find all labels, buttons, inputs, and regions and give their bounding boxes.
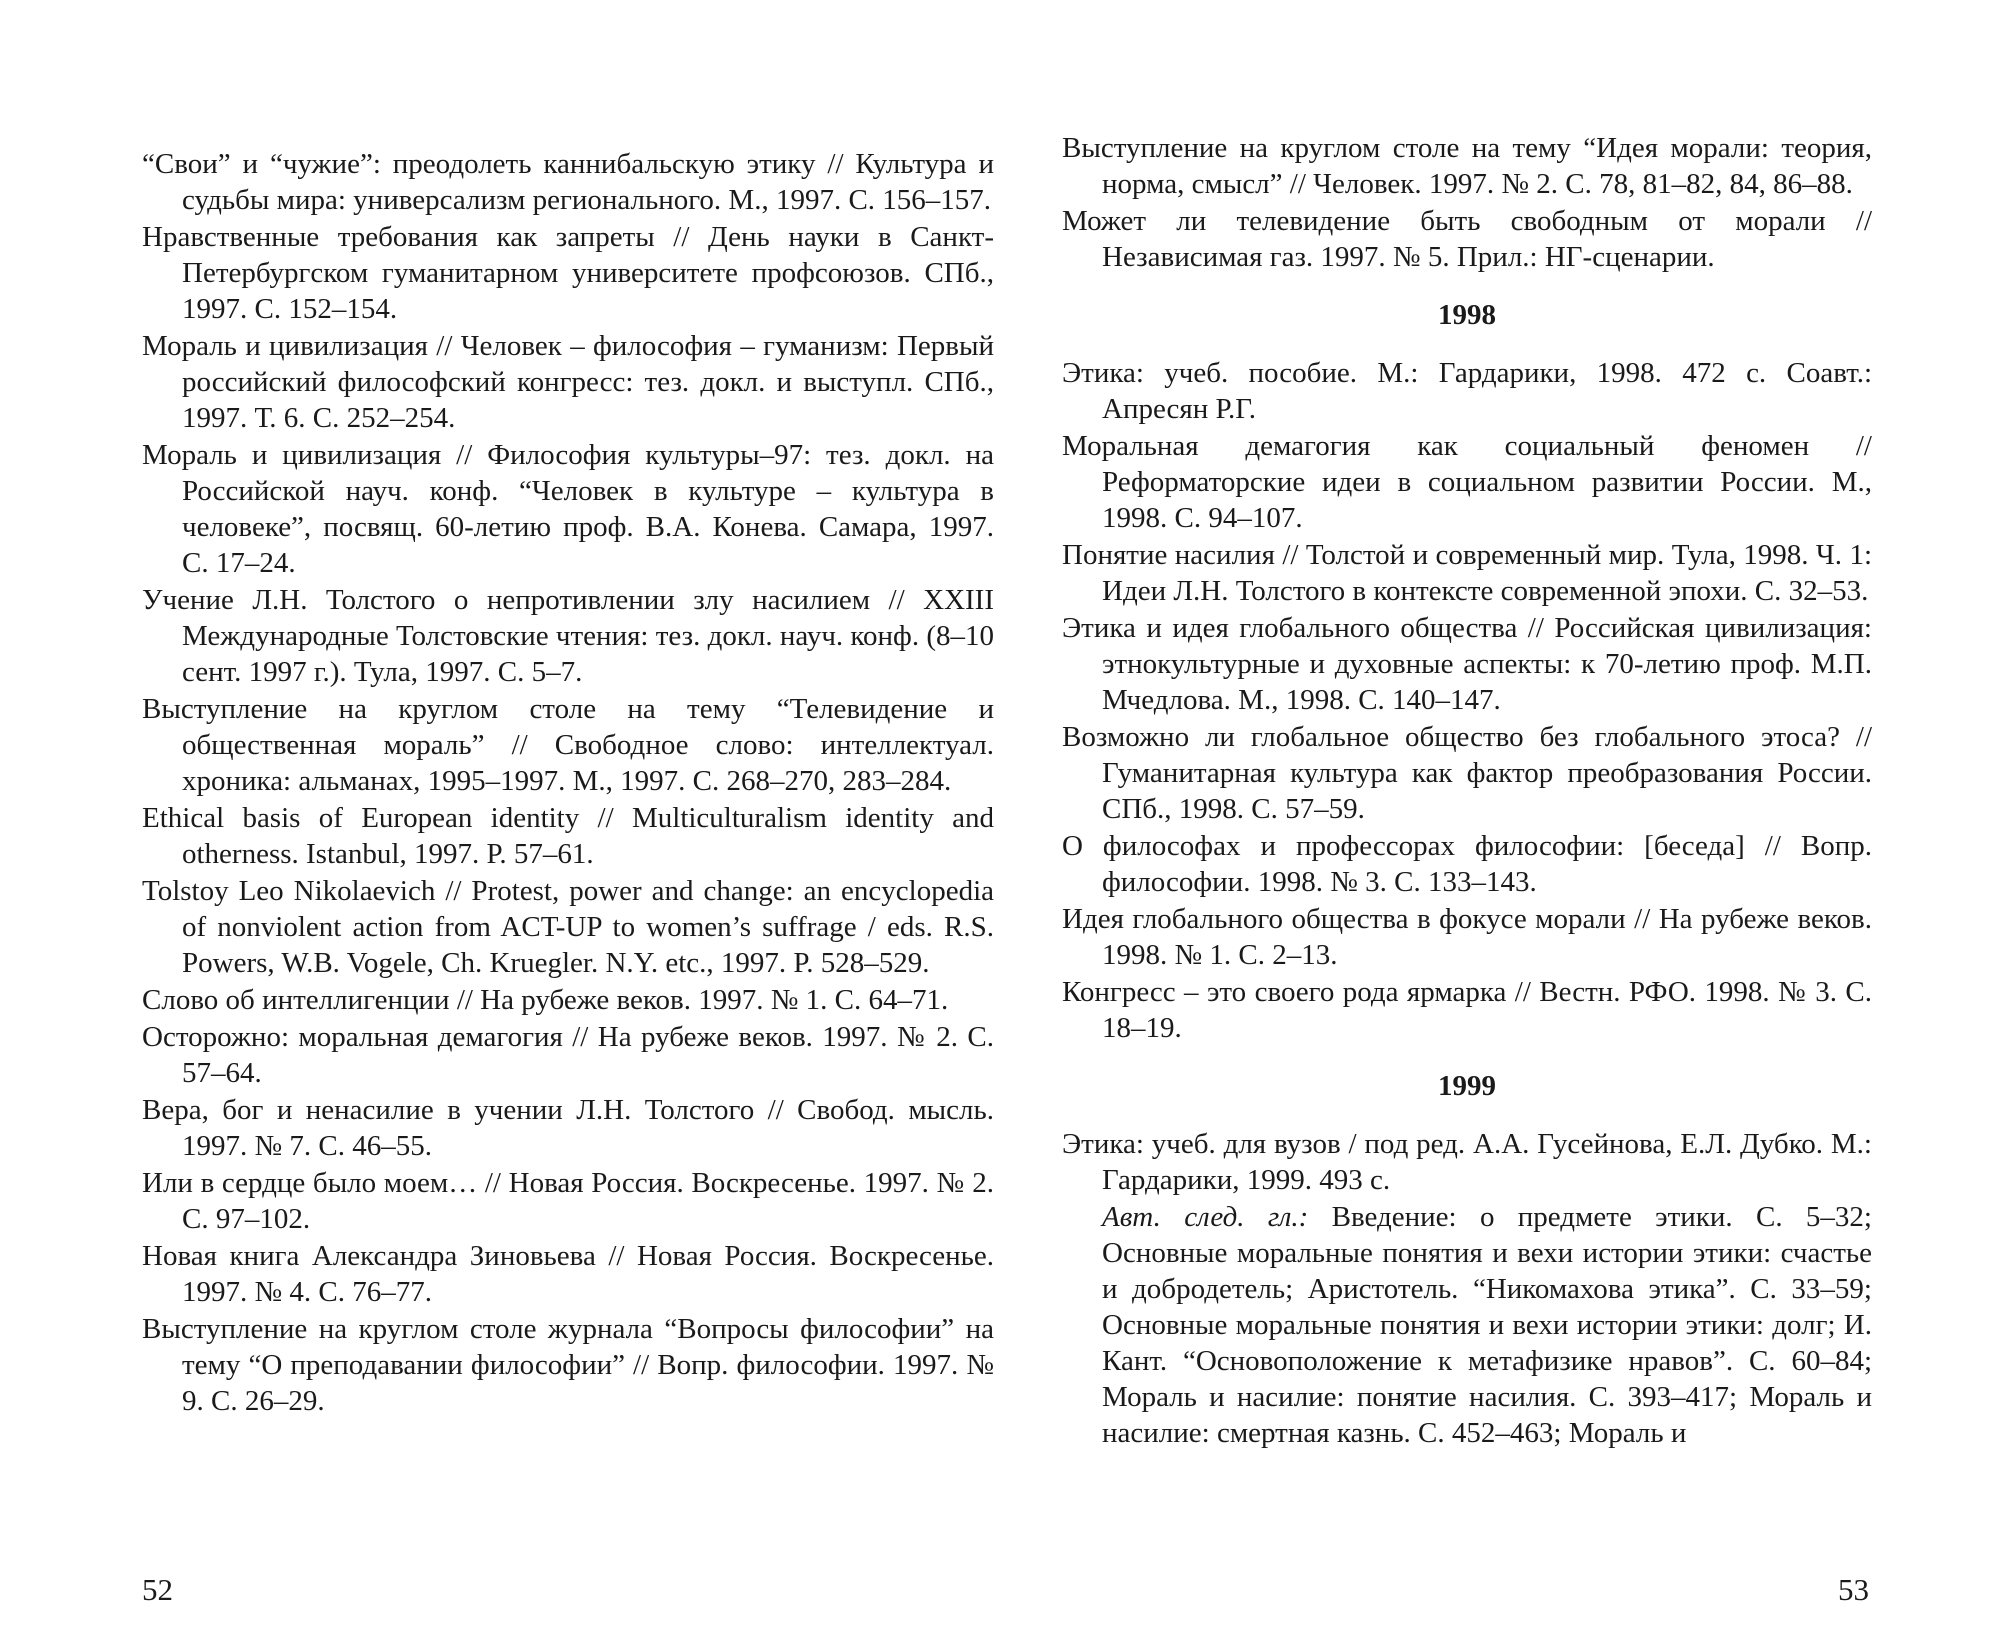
bibliography-entry: Осторожно: моральная демагогия // На рубеже веков. 1997. № 2. С. 57–64. [142, 1021, 994, 1089]
page-number-right: 53 [1838, 1572, 1869, 1607]
bibliography-entry: Выступление на круглом столе на тему “Идея морали: теория, норма, смысл” // Человек. 1997. № 2. С. 78, 81–82, 84, 86–88. [1062, 132, 1872, 200]
year-heading-1998: 1998 [1438, 299, 1496, 331]
bibliography-entry: Ethical basis of European identity // Multiculturalism identity and otherness. Istanbul, 1997. P. 57–61. [142, 802, 994, 870]
bibliography-entry: Возможно ли глобальное общество без глобального этоса? // Гуманитарная культура как фактор преобразования России. СПб., 1998. С. 57–59. [1062, 721, 1872, 825]
right-page [1000, 0, 2000, 1649]
bibliography-entry: Учение Л.Н. Толстого о непротивлении злу насилием // XXIII Международные Толстовские чтения: тез. докл. науч. конф. (8–10 сент. 1997 г.). Тула, 1997. С. 5–7. [142, 584, 994, 688]
authorship-label: Авт. след. гл.: [1102, 1201, 1309, 1233]
bibliography-entry: Выступление на круглом столе журнала “Вопросы философии” на тему “О преподавании философии” // Вопр. философии. 1997. № 9. С. 26–29. [142, 1313, 994, 1417]
bibliography-entry: Конгресс – это своего рода ярмарка // Вестн. РФО. 1998. № 3. С. 18–19. [1062, 976, 1872, 1044]
bibliography-entry: Или в сердце было моем… // Новая Россия. Воскресенье. 1997. № 2. С. 97–102. [142, 1167, 994, 1235]
left-page-column [142, 146, 994, 1420]
bibliography-entry: Может ли телевидение быть свободным от морали // Независимая газ. 1997. № 5. Прил.: НГ-сценарии. [1062, 205, 1872, 273]
bibliography-entry: Этика: учеб. пособие. М.: Гардарики, 1998. 472 с. Соавт.: Апресян Р.Г. [1062, 357, 1872, 425]
page-number-left: 52 [142, 1572, 173, 1607]
right-page-column [1062, 130, 1872, 1451]
bibliography-entry: Нравственные требования как запреты // День науки в Санкт-Петербургском гуманитарном университете профсоюзов. СПб., 1997. С. 152–154. [142, 221, 994, 325]
bibliography-entry: Tolstoy Leo Nikolaevich // Protest, power and change: an encyclopedia of nonviolent action from ACT-UP to women’s suffrage / eds. R.S. Powers, W.B. Vogele, Ch. Kruegler. N.Y. etc., 1997. P. 528–529. [142, 875, 994, 979]
bibliography-entry: Выступление на круглом столе на тему “Телевидение и общественная мораль” // Свободное слово: интеллектуал. хроника: альманах, 1995–1997. М., 1997. С. 268–270, 283–284. [142, 693, 994, 797]
bibliography-entry: Этика: учеб. для вузов / под ред. А.А. Гусейнова, Е.Л. Дубко. М.: Гардарики, 1999. 493 с. [1062, 1128, 1872, 1196]
bibliography-entry: Слово об интеллигенции // На рубеже веков. 1997. № 1. С. 64–71. [142, 984, 949, 1016]
authorship-text: Введение: о предмете этики. С. 5–32; Основные моральные понятия и вехи истории этики: счастье и добродетель; Аристотель. “Никомахова этика”. С. 33–59; Основные моральные понятия и вехи истории этики: долг; И. Кант. “Основоположение к метафизике нравов”. С. 60–84; Мораль и насилие: понятие насилия. С. 393–417; Мораль и насилие: смертная казнь. С. 452–463; Мораль и [1102, 1201, 1872, 1449]
bibliography-entry: Мораль и цивилизация // Философия культуры–97: тез. докл. на Российской науч. конф. “Человек в культуре – культура в человеке”, посвящ. 60-летию проф. В.А. Конева. Самара, 1997. С. 17–24. [142, 439, 994, 579]
bibliography-entry: Этика и идея глобального общества // Российская цивилизация: этнокультурные и духовные аспекты: к 70-летию проф. М.П. Мчедлова. М., 1998. С. 140–147. [1062, 612, 1872, 716]
bibliography-entry: О философах и профессорах философии: [беседа] // Вопр. философии. 1998. № 3. С. 133–143. [1062, 830, 1872, 898]
bibliography-entry: Вера, бог и ненасилие в учении Л.Н. Толстого // Свобод. мысль. 1997. № 7. С. 46–55. [142, 1094, 994, 1162]
bibliography-entry: Понятие насилия // Толстой и современный мир. Тула, 1998. Ч. 1: Идеи Л.Н. Толстого в контексте современной эпохи. С. 32–53. [1062, 539, 1872, 607]
year-heading-1999: 1999 [1438, 1070, 1496, 1102]
bibliography-entry: “Свои” и “чужие”: преодолеть каннибальскую этику // Культура и судьбы мира: универсализм регионального. М., 1997. С. 156–157. [142, 148, 994, 216]
bibliography-entry: Идея глобального общества в фокусе морали // На рубеже веков. 1998. № 1. С. 2–13. [1062, 903, 1872, 971]
chapter-authorship-note [1102, 1199, 1872, 1451]
bibliography-entry: Новая книга Александра Зиновьева // Новая Россия. Воскресенье. 1997. № 4. С. 76–77. [142, 1240, 994, 1308]
bibliography-entry: Мораль и цивилизация // Человек – философия – гуманизм: Первый российский философский конгресс: тез. докл. и выступл. СПб., 1997. Т. 6. С. 252–254. [142, 330, 994, 434]
bibliography-entry: Моральная демагогия как социальный феномен // Реформаторские идеи в социальном развитии России. М., 1998. С. 94–107. [1062, 430, 1872, 534]
